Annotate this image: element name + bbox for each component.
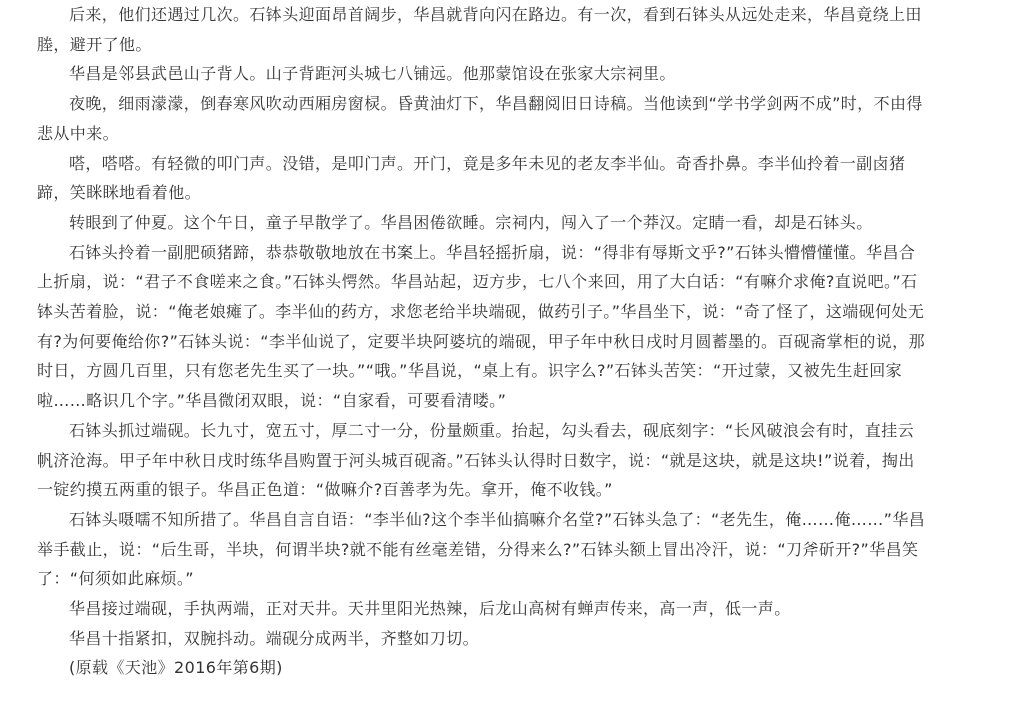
paragraph: 石钵头抓过端砚。长九寸，宽五寸，厚二寸一分，份量颇重。抬起，勾头看去，砚底刻字：“长风破浪会有时，直挂云帆济沧海。甲子年中秋日戌时练华昌购置于河头城百砚斋。”石钵头认得时日数字，说：“就是这块，就是这块!”说着，掏出一锭约摸五两重的银子。华昌正色道：“做嘛介?百善孝为先。拿开，俺不收钱。” [37,420,915,500]
paragraph: 华昌是邻县武邑山子背人。山子背距河头城七八铺远。他那蒙馆设在张家大宗祠里。 [69,64,676,84]
paragraph: 夜晚，细雨濛濛，倒春寒风吹动西厢房窗棂。昏黄油灯下，华昌翻阅旧日诗稿。当他读到“学书学剑两不成”时，不由得悲从中来。 [37,94,923,143]
paragraph: 石钵头拎着一副肥硕猪蹄，恭恭敬敬地放在书案上。华昌轻摇折扇，说：“得非有辱斯文乎?”石钵头懵懵懂懂。华昌合上折扇，说：“君子不食嗟来之食。”石钵头愕然。华昌站起，迈方步，七八个来回，用了大白话：“有嘛介求俺?直说吧。”石钵头苦着脸，说：“俺老娘瘫了。李半仙的药方，求您老给半块端砚，做药引子。”华昌坐下，说：“奇了怪了，这端砚何处无有?为何要俺给你?”石钵头说：“李半仙说了，定要半块阿婆坑的端砚，甲子年中秋日戌时月圆蓄墨的。百砚斋掌柜的说，那时日，方圆几百里，只有您老先生买了一块。”“哦。”华昌说，“桌上有。识字么?”石钵头苦笑：“开过蒙，又被先生赶回家啦……略识几个字。”华昌微闭双眼，说：“自家看，可要看清喽。” [37,242,925,411]
paragraph: 转眼到了仲夏。这个午日，童子早散学了。华昌困倦欲睡。宗祠内，闯入了一个莽汉。定睛一看，却是石钵头。 [69,212,873,232]
paragraph: 嗒，嗒嗒。有轻微的叩门声。没错，是叩门声。开门，竟是多年未见的老友李半仙。奇香扑鼻。李半仙拎着一副卤猪蹄，笑眯眯地看着他。 [37,153,906,203]
paragraph: 华昌接过端砚，手执两端，正对天井。天井里阳光热辣，后龙山高树有蝉声传来，高一声，低一声。 [69,599,791,619]
paragraph: 后来，他们还遇过几次。石钵头迎面昂首阔步，华昌就背向闪在路边。有一次，看到石钵头从远处走来，华昌竟绕上田塍，避开了他。 [37,5,922,54]
paragraph: 石钵头嗫嚅不知所措了。华昌自言自语：“李半仙?这个李半仙搞嘛介名堂?”石钵头急了：“老先生，俺……俺……”华昌举手截止，说：“后生哥，半块，何谓半块?就不能有丝毫差错，分得来么?”石钵头额上冒出冷汗，说：“刀斧斫开?”华昌笑了：“何须如此麻烦。” [37,509,926,589]
paragraph: 华昌十指紧扣，双腕抖动。端砚分成两半，齐整如刀切。 [69,628,480,648]
source-note: (原载《天池》2016年第6期) [69,658,283,678]
